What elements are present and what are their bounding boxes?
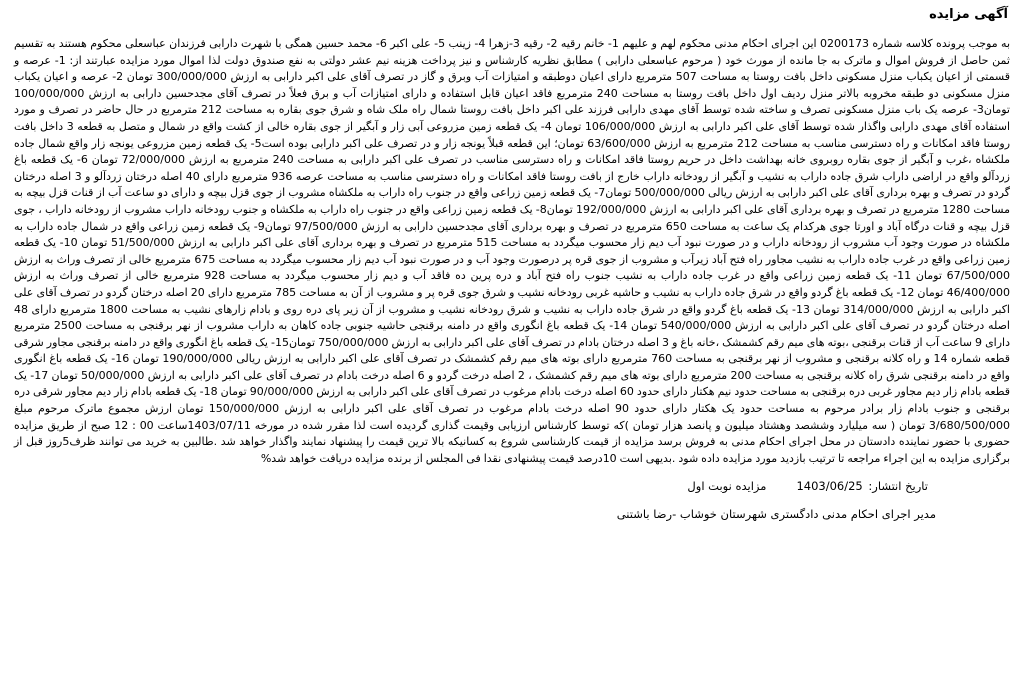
notice-body bbox=[14, 36, 1010, 467]
auction-round-label: مزایده نوبت اول bbox=[687, 479, 767, 494]
signature-line: مدیر اجرای احکام مدنی دادگستری شهرستان خوشاب -رضا باشتنی bbox=[616, 507, 936, 522]
notice-title: آگهی مزایده bbox=[929, 7, 1008, 22]
publication-info bbox=[14, 479, 1010, 493]
publication-date-value: 1403/06/25 bbox=[796, 479, 863, 494]
notice-paragraph: به موجب پرونده کلاسه شماره 0200173 این اجرای احکام مدنی محکوم لهم و علیهم 1- خانم رقیه 2- رقیه 3-زهرا 4- زینب 5- علی اکبر 6- محمد حسین همگی با شهرت دارابی فرزندان عباسعلی محکوم هستند به تقسیم ثمن حاصل از فروش اموال و ماترک به جا مانده از مورث خود ( مرحوم عباسعلی دارابی ) مطابق نظریه کارشناس و نیز پرداخت هزینه نیم عشر دولتی به نفع صندوق دولت لذا اموال مورد مزایده عبارتند از: 1- عرصه و قسمتی از اعیان یکباب منزل مسکونی داخل بافت روستا به مساحت 507 مترمربع دارای اعیان دوطبقه و امتیازات آب وبرق و گاز در تصرف آقای علی اکبر دارابی به ارزش 300/000/000 تومان 2- عرصه و اعیان یکباب منزل مسکونی دو طبقه مخروبه بالاتر منزل ردیف اول داخل بافت روستا به مساحت 240 مترمربع فاقد اعیان قابل استفاده و دارای امتیازات آب و برق فعلاً در تصرف آقای مجدحسین دارابی به ارزش 100/000/000 تومان3- عرصه یک باب منزل مسکونی تصرف و ساخته شده توسط آقای مهدی دارابی فرزند علی اکبر داخل بافت روستا شمال راه ملک شاه و شرق جوی بقاره به مساحت 212 مترمربع در حال حاضر در تصرف و مورد استفاده آقای مهدی دارابی واگذار شده توسط آقای علی اکبر دارابی به ارزش 106/000/000 تومان 4- یک قطعه زمین مزروعی آبی زار و آبگیر از جوی بقاره خالی از کشت واقع در شمال و متصل به قطعه 3 داخل بافت روستا فاقد امکانات و راه دسترسی مناسب به مساحت 212 مترمربع به ارزش 63/600/000 تومان؛ این قطعه قبلاً یونجه زار و در تصرف علی اکبر دارابی بوده است5- یک قطعه زمین مزروعی یونجه زار واقع شمال جاده ملکشاه ،غرب و آبگیر از جوی بقاره روبروی خانه بهداشت داخل در حریم روستا فاقد امکانات و راه دسترسی مناسب در تصرف علی اکبر دارابی به مساحت 240 مترمربع به ارزش 72/000/000 تومان 6- یک قطعه باغ زردآلو واقع در اراضی داراب شرق جاده داراب به نشیب و آبگیر از رودخانه داراب خارج از بافت روستا فاقد امکانات و راه دسترسی مناسب به مساحت عرصه 936 مترمربع دارای 40 اصله درختان زردآلو و 3 اصله درختان گردو در تصرف و بهره برداری آقای علی اکبر دارابی به ارزش ریالی 500/000/000 تومان7- یک قطعه زمین زراعی واقع در جنوب راه داراب به ملکشاه مشروب از جوی قزل بیچه و دارای دو ساعت آب از قنات قزل بیچه به مساحت 1280 مترمربع در تصرف و بهره برداری آقای علی اکبر دارابی به ارزش 192/000/000 تومان8- یک قطعه زمین زراعی واقع در جنوب راه داراب به ملکشاه و جنوب رودخانه داراب مشروب از رودخانه داراب ، جوی قزل بیچه و قنات درگاه آباد و اورتا جوی هرکدام یک ساعت به مساحت 650 مترمربع در تصرف و بهره برداری آقای مجدحسین دارابی به ارزش 97/500/000 تومان9- یک قطعه زمین زراعی واقع در شمال جاده داراب به ملکشاه در صورت وجود آب مشروب از رودخانه داراب و در صورت نبود آب دیم زار محسوب میگردد به مساحت 515 مترمربع در تصرف و بهره برداری آقای علی اکبر دارابی به ارزش 51/500/000 تومان 10- یک قطعه زمین زراعی واقع در غرب جاده داراب به نشیب مجاور راه فتح آباد زیرآب و مشروب از جوی قره پر درصورت وجود آب و در صورت نبود آب دیم زار محسوب میگردد به مساحت 675 مترمربع خالی از تصرف وراث به ارزش 67/500/000 تومان 11- یک قطعه زمین زراعی واقع در غرب جاده داراب به نشیب جنوب راه فتح آباد و دره پرین ده فاقد آب و دیم زار محسوب میگردد به مساحت 928 مترمربع خالی از تصرف وراث به ارزش 46/400/000 تومان 12- یک قطعه باغ گردو واقع در شرق جاده داراب به نشیب و حاشیه غربی رودخانه نشیب و شرق جوی قره پر و مشروب از آن به مساحت 785 مترمربع دارای 20 اصله درختان گردو در تصرف آقای علی اکبر دارابی به ارزش 314/000/000 تومان 13- یک قطعه باغ گردو واقع در شرق جاده داراب به نشیب و شرق رودخانه نشیب و مشروب از آن زیر پای دره روی و بادام زارهای نشیب به مساحت 1800 مترمربع دارای 48 اصله درختان گردو در تصرف آقای علی اکبر دارابی به ارزش 540/000/000 تومان 14- یک قطعه باغ انگوری واقع در دامنه برقنجی حاشیه جنوبی جاده کاهان به داراب مشروب از نهر برقنجی به مساحت 2500 مترمربع دارای 9 ساعت آب از قنات برقنجی ،بوته های میم رقم کشمشک ،خانه باغ و 3 اصله درختان بادام در تصرف آقای علی اکبر دارابی به ارزش 750/000/000 تومان15- یک قطعه باغ انگوری واقع در دامنه برقنجی مجاور شرقی قطعه شماره 14 و راه کلانه برقنجی و مشروب از نهر برقنجی به مساحت 760 مترمربع دارای بوته های میم رقم کشمشک در تصرف آقای علی اکبر دارابی به ارزش ریالی 190/000/000 تومان 16- یک قطعه باغ انگوری واقع در دامنه برقنجی شرق راه کلانه برقنجی به مساحت 200 مترمربع دارای بوته های میم رقم کشمشک ، 2 اصله درخت گردو و 6 اصله درخت بادام در تصرف آقای علی اکبر دارابی به ارزش 50/000/000 تومان 17- یک قطعه بادام زار دیم مجاور غربی دره برقنجی به مساحت حدود نیم هکتار دارای حدود 60 اصله درخت بادام مرغوب در تصرف آقای علی اکبر دارابی به ارزش 90/000/000 تومان 18- یک قطعه بادام زار دیم مجاور شرقی دره برقنجی و جنوب بادام زار برادر مرحوم به مساحت حدود یک هکتار دارای حدود 90 اصله درخت بادام مرغوب در تصرف آقای علی اکبر دارابی به ارزش 150/000/000 تومان ارزش مجموع ماترک مرحوم مبلغ 3/680/500/000 تومان ( سه میلیارد وششصد وهشتاد میلیون و پانصد هزار تومان )که توسط کارشناس ارزیابی وقیمت گذاری گردیده است لذا مقرر شده در مورخه 1403/07/11ساعت 00 : 12 صبح از طریق مزایده حضوری با حضور نماینده دادستان در محل اجرای احکام مدنی به فروش برسد مزایده از قیمت کارشناسی شروع به کسانیکه بالا ترین قیمت را پیشنهاد نمایند واگذار خواهد شد .طالبین به خرید می توانند ظرف5روز قبل از برگزاری مزایده به این اجراء مراجعه تا ترتیب بازدید مورد مزایده داده شود .بدیهی است 10درصد قیمت پیشنهادی نقدا فی المجلس از برنده مزایده دریافت خواهد شد% bbox=[14, 37, 1011, 465]
publication-date bbox=[794, 479, 928, 493]
publication-date-label: تاریخ انتشار: bbox=[868, 479, 928, 494]
